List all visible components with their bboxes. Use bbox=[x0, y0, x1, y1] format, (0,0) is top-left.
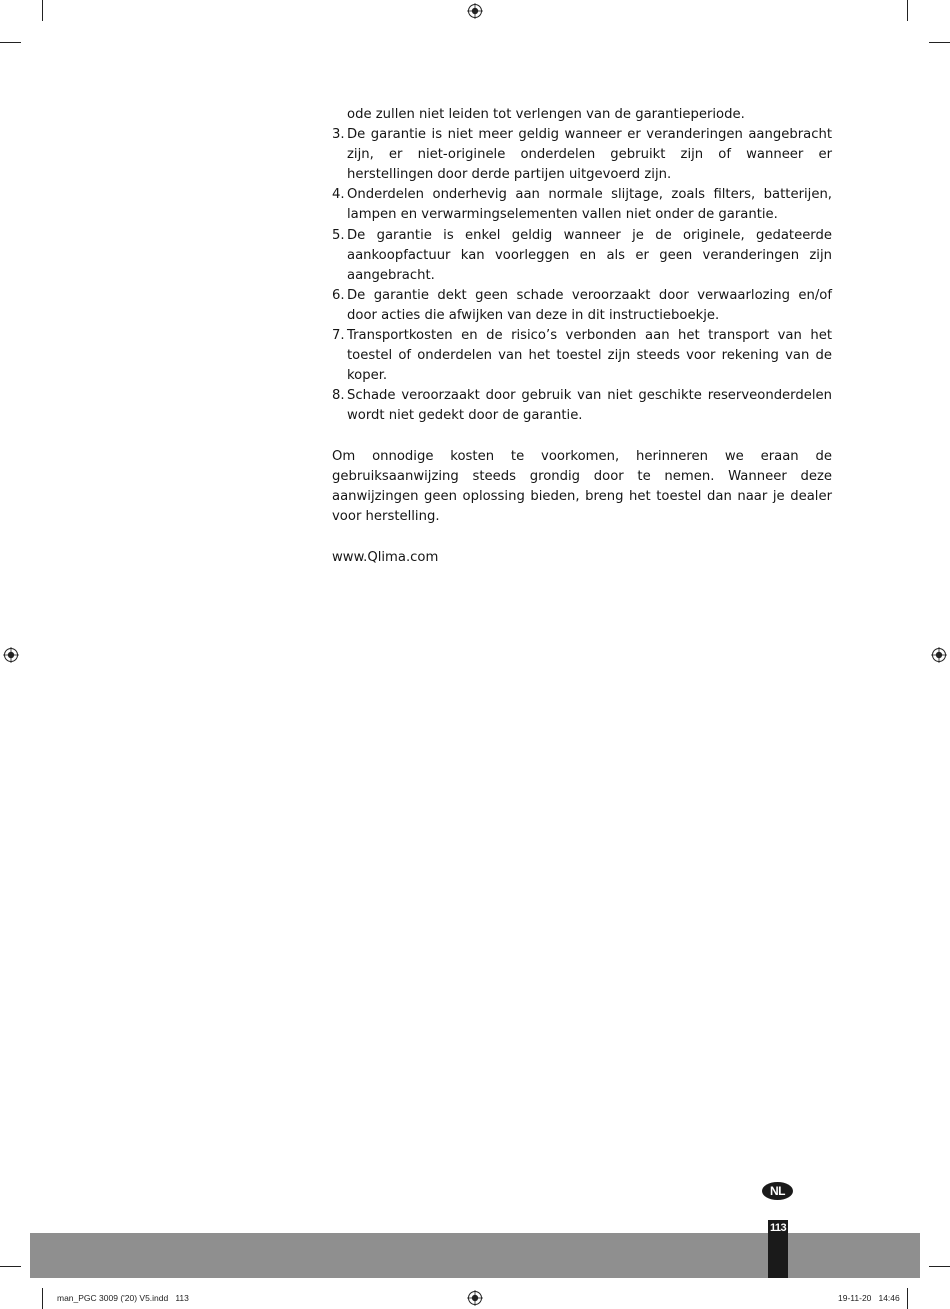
item-text: Onderdelen onderhevig aan normale slijtage, zoals filters, batterijen, lampen en verwarmingselementen vallen niet onder de garantie. bbox=[347, 187, 832, 223]
continuation-line: ode zullen niet leiden tot verlengen van de garantieperiode. bbox=[347, 107, 745, 122]
website-link[interactable]: www.Qlima.com bbox=[332, 549, 439, 565]
language-badge: NL bbox=[762, 1182, 793, 1200]
list-item bbox=[332, 185, 832, 225]
crop-mark bbox=[929, 1266, 950, 1267]
item-text: De garantie is enkel geldig wanneer je de originele, gedateerde aankoopfactuur kan voorleggen en als er geen veranderingen zijn aangebracht. bbox=[347, 227, 832, 283]
registration-target-icon bbox=[931, 647, 947, 663]
crop-mark bbox=[929, 42, 950, 43]
list-item bbox=[332, 226, 832, 286]
item-number: 6. bbox=[332, 287, 345, 303]
list-item bbox=[332, 386, 832, 426]
item-number: 5. bbox=[332, 227, 345, 243]
registration-target-icon bbox=[3, 647, 19, 663]
item-text: Transportkosten en de risico’s verbonden aan het transport van het toestel of onderdelen van het toestel zijn steeds voor rekening van de koper. bbox=[347, 328, 832, 384]
warranty-conditions-list bbox=[332, 125, 832, 426]
page-number: 113 bbox=[770, 1222, 786, 1234]
crop-mark bbox=[0, 1266, 21, 1267]
crop-mark bbox=[42, 0, 43, 21]
print-slug-timestamp: 19-11-20 14:46 bbox=[838, 1293, 900, 1303]
item-number: 7. bbox=[332, 328, 345, 344]
registration-target-icon bbox=[467, 1290, 483, 1306]
list-item bbox=[332, 286, 832, 326]
crop-mark bbox=[907, 1288, 908, 1309]
crop-mark bbox=[0, 42, 21, 43]
item-number: 4. bbox=[332, 187, 345, 203]
item-text: De garantie is niet meer geldig wanneer er veranderingen aangebracht zijn, er niet-originele onderdelen gebruikt zijn of wanneer er herstellingen door derde partijen uitgevoerd zijn. bbox=[347, 127, 832, 183]
item-number: 3. bbox=[332, 127, 345, 143]
item-text: De garantie dekt geen schade veroorzaakt door verwaarlozing en/of door acties die afwijken van deze in dit instructieboekje. bbox=[347, 287, 832, 323]
list-item bbox=[332, 326, 832, 386]
list-item bbox=[332, 125, 832, 185]
crop-mark bbox=[42, 1288, 43, 1309]
registration-target-icon bbox=[467, 3, 483, 19]
item-text: Schade veroorzaakt door gebruik van niet geschikte reserveonderdelen wordt niet gedekt door de garantie. bbox=[347, 388, 832, 424]
print-slug-filename: man_PGC 3009 ('20) V5.indd 113 bbox=[57, 1293, 189, 1303]
warranty-text-column bbox=[332, 105, 832, 568]
item-number: 8. bbox=[332, 388, 345, 404]
closing-paragraph: Om onnodige kosten te voorkomen, herinneren we eraan de gebruiksaanwijzing steeds grondig door te nemen. Wanneer deze aanwijzingen geen oplossing bieden, breng het toestel dan naar je dealer voor herstelling. bbox=[332, 448, 832, 524]
crop-mark bbox=[907, 0, 908, 21]
